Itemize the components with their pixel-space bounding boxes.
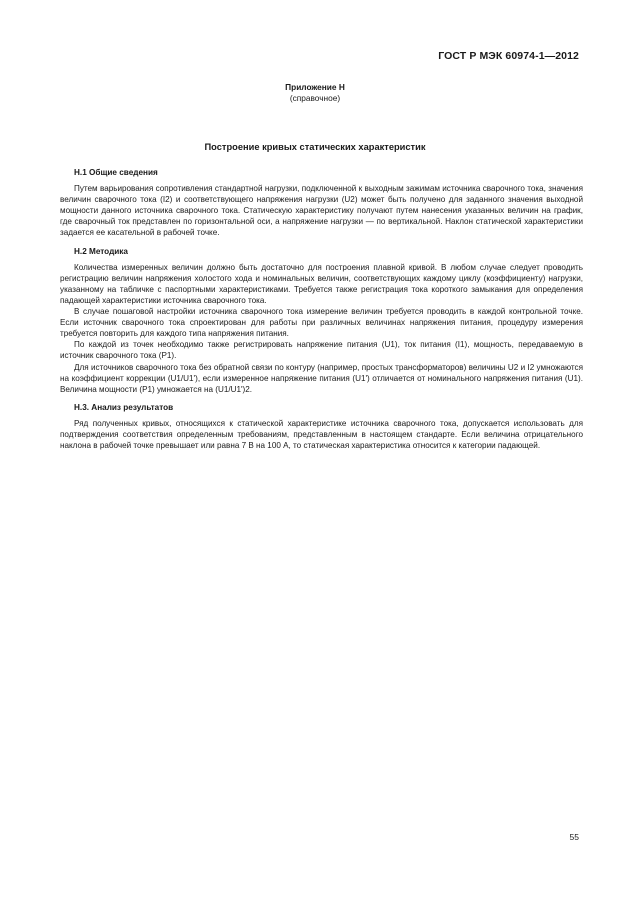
- section-title: Построение кривых статических характеристик: [204, 142, 426, 152]
- section-heading-h1: Н.1 Общие сведения: [74, 168, 158, 177]
- paragraph: Путем варьирования сопротивления стандартной нагрузки, подключенной к выходным зажимам источника сварочного тока, значения величин сварочного тока (I2) и соответствующего напряжения нагрузки (U2) может быть получено для заданного значения выходной мощности данного источника сварочного тока. Статическую характеристику получают путем нанесения указанных величин на график, где сварочный ток представлен по горизонтальной оси, а напряжение нагрузки — по вертикальной. Наклон статической характеристики задается ее касательной в рабочей точке.: [60, 184, 583, 238]
- paragraph: По каждой из точек необходимо также регистрировать напряжение питания (U1), ток питания (I1), мощность, передаваемую в источник сварочного тока (P1).: [60, 340, 583, 361]
- paragraph: Для источников сварочного тока без обратной связи по контуру (например, простых трансформаторов) величины U2 и I2 умножаются на коэффициент коррекции (U1/U1'), если измеренное напряжение питания (U1') отличается от номинального напряжения питания (U1). Величина мощности (P1) умножается на (U1/U1')2.: [60, 362, 583, 394]
- paragraph: Ряд полученных кривых, относящихся к статической характеристике источника сварочного тока, допускается использовать для подтверждения соответствия определенным требованиям, представленным в настоящем стандарте. Если величина отрицательного наклона в рабочей точке превышает или равна 7 В на 100 А, то статическая характеристика относится к категории падающей.: [60, 418, 583, 451]
- section-heading-h3: Н.3. Анализ результатов: [74, 402, 174, 412]
- annex-subtitle: (справочное): [289, 93, 341, 103]
- annex-heading: [0, 82, 630, 104]
- paragraph: Количества измеренных величин должно быть достаточно для построения плавной кривой. В любом случае следует проводить регистрацию величин напряжения холостого хода и номинальных величин, соответствующих каждому циклу (коэффициенту) нагрузки, указанному на табличке с паспортными характеристиками. Требуется также регистрация тока короткого замыкания для определения падающей характеристики источника сварочного тока.: [60, 262, 583, 305]
- annex-title: Приложение Н: [285, 82, 345, 92]
- document-header: ГОСТ Р МЭК 60974-1—2012: [438, 50, 579, 62]
- document-body: [60, 167, 583, 451]
- section-heading-h2: Н.2 Методика: [74, 246, 128, 256]
- page-number: 55: [569, 832, 579, 842]
- paragraph: В случае пошаговой настройки источника сварочного тока измерение величин требуется проводить в каждой контрольной точке. Если источник сварочного тока спроектирован для работы при различных величинах напряжения питания, процедуру измерения требуется повторить для каждого типа напряжения питания.: [60, 307, 583, 339]
